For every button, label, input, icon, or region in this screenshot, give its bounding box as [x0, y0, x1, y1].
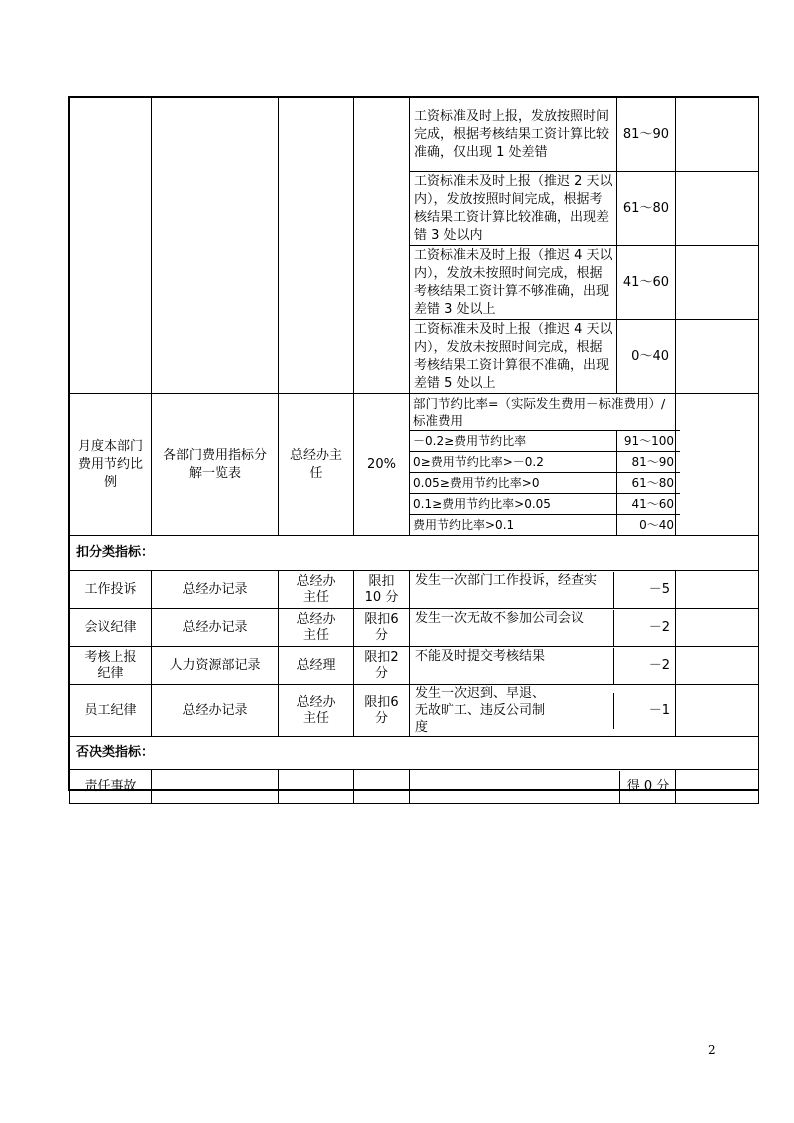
- empty-cell: [354, 98, 410, 394]
- table-row: [70, 571, 759, 609]
- score-range: 41～60: [616, 493, 680, 514]
- empty-cell: [70, 98, 152, 394]
- table-row: [70, 394, 759, 536]
- deduct-score: －1: [613, 693, 676, 729]
- empty-cell: [676, 172, 759, 246]
- condition-text: 0≥费用节约比率>－0.2: [410, 451, 616, 472]
- score-range: 61～80: [616, 472, 680, 493]
- condition-text: 0.05≥费用节约比率>0: [410, 472, 616, 493]
- score-range: 0～40: [617, 320, 676, 394]
- empty-cell: [676, 770, 759, 804]
- empty-cell: [279, 770, 354, 804]
- condition-text: －0.2≥费用节约比率: [410, 430, 616, 451]
- veto-section-title: 否决类指标：: [70, 737, 759, 770]
- kpi-table: [69, 97, 759, 804]
- deduct-score: －2: [613, 648, 676, 684]
- score-range: 41～60: [617, 246, 676, 320]
- indicator-name: 月度本部门费用节约比例: [70, 394, 152, 536]
- deduct-score: －5: [613, 572, 676, 608]
- expense-criteria: [410, 394, 676, 536]
- page-number: 2: [708, 1043, 716, 1057]
- empty-cell: [676, 609, 759, 647]
- indicator-name: 工作投诉: [70, 571, 152, 609]
- condition-text: 不能及时提交考核结果: [415, 648, 546, 664]
- condition-text: 发生一次部门工作投诉，经查实: [415, 572, 598, 588]
- criteria-text: 工资标准未及时上报（推迟 4 天以内），发放未按照时间完成，根据考核结果工资计算不够准确，出现差错 3 处以上: [410, 246, 617, 320]
- criteria-text: 工资标准及时上报，发放按照时间完成，根据考核结果工资计算比较准确，仅出现 1 处差错: [410, 98, 617, 172]
- empty-cell: [676, 394, 759, 536]
- responsible-person: 总经办主任: [279, 571, 354, 609]
- formula-text: 部门节约比率=（实际发生费用－标准费用）/标准费用: [410, 394, 680, 430]
- table-row: [70, 98, 759, 172]
- empty-cell: [152, 98, 279, 394]
- deduct-section-title: 扣分类指标：: [70, 536, 759, 571]
- empty-cell: [676, 685, 759, 737]
- deduct-limit: 限扣2 分: [354, 647, 410, 685]
- table-row: [70, 609, 759, 647]
- data-source: 总经办记录: [152, 685, 279, 737]
- indicator-name: 员工纪律: [70, 685, 152, 737]
- section-header-row: [70, 737, 759, 770]
- deduct-condition: [410, 647, 676, 685]
- section-header-row: [70, 536, 759, 571]
- empty-cell: [676, 647, 759, 685]
- deduct-condition: [410, 571, 676, 609]
- empty-cell: [354, 770, 410, 804]
- score-range: 81～90: [616, 451, 680, 472]
- empty-cell: [676, 571, 759, 609]
- deduct-condition: [410, 685, 676, 737]
- expense-subtable: [410, 394, 680, 535]
- veto-score: 得 0 分: [619, 771, 676, 803]
- data-source: 各部门费用指标分解一览表: [152, 394, 279, 536]
- score-range: 81～90: [617, 98, 676, 172]
- responsible-person: 总经办主任: [279, 394, 354, 536]
- data-source: 总经办记录: [152, 609, 279, 647]
- deduct-condition: [410, 609, 676, 647]
- empty-cell: [676, 98, 759, 172]
- condition-text: 发生一次迟到、早退、无故旷工、违反公司制度: [415, 686, 546, 735]
- empty-cell: [279, 98, 354, 394]
- criteria-text: 工资标准未及时上报（推迟 2 天以内），发放按照时间完成，根据考核结果工资计算比较准确，出现差错 3 处以内: [410, 172, 617, 246]
- deduct-limit: 限扣6 分: [354, 685, 410, 737]
- table-row: [70, 770, 759, 804]
- responsible-person: 总经办主任: [279, 609, 354, 647]
- data-source: 总经办记录: [152, 571, 279, 609]
- weight: 20%: [354, 394, 410, 536]
- empty-cell: [676, 246, 759, 320]
- deduct-limit: 限扣10 分: [354, 571, 410, 609]
- responsible-person: 总经办主任: [279, 685, 354, 737]
- score-range: 61～80: [617, 172, 676, 246]
- condition-text: 费用节约比率>0.1: [410, 514, 616, 535]
- score-range: 91～100: [616, 430, 680, 451]
- veto-condition: [410, 770, 676, 804]
- score-range: 0～40: [616, 514, 680, 535]
- indicator-name: 考核上报纪律: [70, 647, 152, 685]
- table-row: [70, 647, 759, 685]
- empty-cell: [676, 320, 759, 394]
- empty-cell: [152, 770, 279, 804]
- condition-text: 发生一次无故不参加公司会议: [415, 610, 585, 626]
- deduct-limit: 限扣6 分: [354, 609, 410, 647]
- condition-text: 0.1≥费用节约比率>0.05: [410, 493, 616, 514]
- deduct-score: －2: [613, 610, 676, 646]
- data-source: 人力资源部记录: [152, 647, 279, 685]
- table-row: [70, 685, 759, 737]
- indicator-name: 会议纪律: [70, 609, 152, 647]
- indicator-name: 责任事故: [70, 770, 152, 804]
- criteria-text: 工资标准未及时上报（推迟 4 天以内），发放未按照时间完成，根据考核结果工资计算很不准确，出现差错 5 处以上: [410, 320, 617, 394]
- responsible-person: 总经理: [279, 647, 354, 685]
